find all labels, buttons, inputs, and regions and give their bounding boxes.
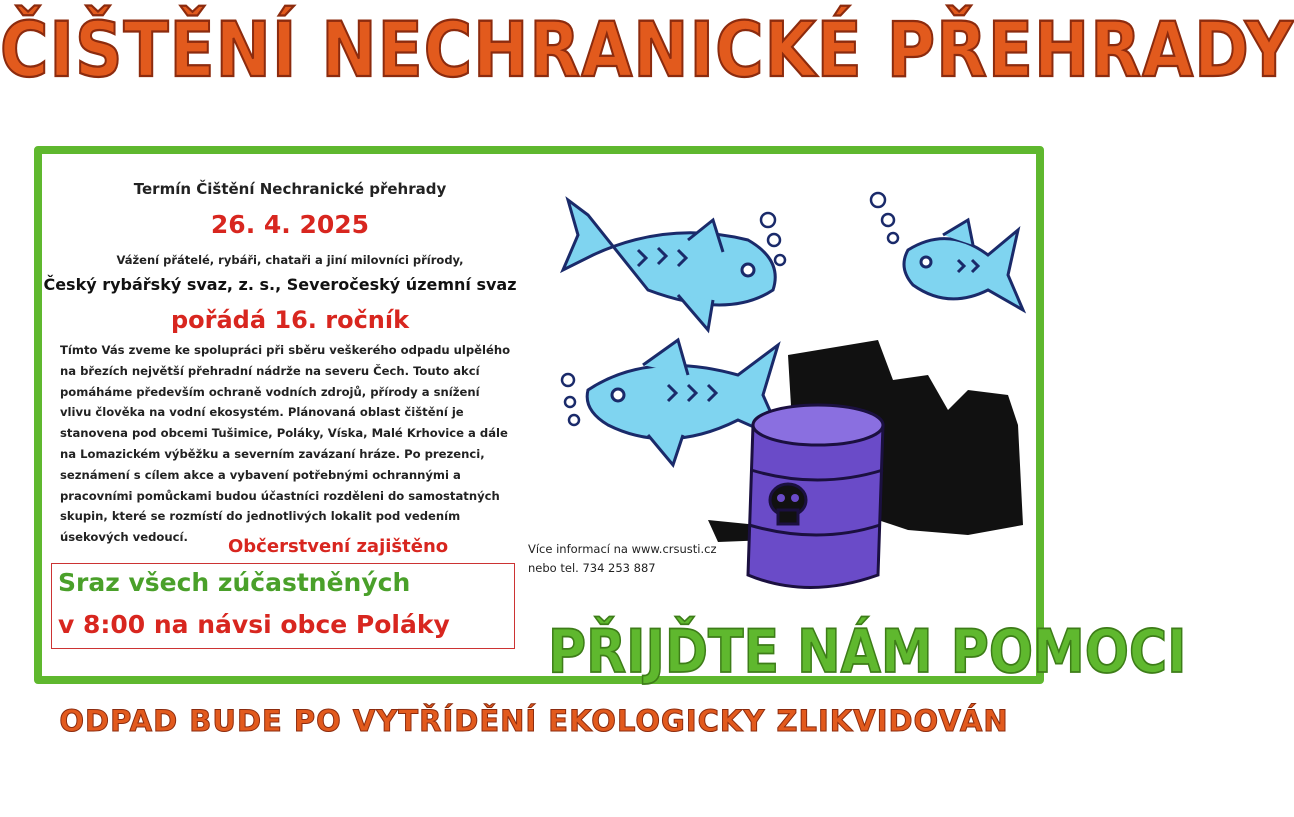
fish-icon [563,200,775,330]
organizer: Český rybářský svaz, z. s., Severočeský územní svaz [43,275,517,294]
body-line: pomáháme především ochraně vodních zdrojů, přírody a snížení [60,384,480,399]
body-line: na Lomazickém výběžku a severním zavázaní hráze. Po prezenci, [60,446,485,461]
body-line: skupin, které se rozmístí do jednotlivých lokalit pod vedením [60,509,461,524]
body-line: stanovena pod obcemi Tušimice, Poláky, Víska, Malé Krhovice a dále [60,426,508,441]
refreshments-note: Občerstvení zajištěno [228,536,449,557]
info-phone: nebo tel. 734 253 887 [528,561,656,575]
term-label: Termín Čištění Nechranické přehrady [133,180,447,198]
event-date: 26. 4. 2025 [210,210,370,239]
toxic-barrel-icon [748,405,883,588]
body-line: Tímto Vás zveme ke spolupráci při sběru veškerého odpadu ulpělého [60,343,511,357]
body-line: úsekových vedoucí. [60,530,188,545]
body-line: pracovními pomůckami budou účastníci rozděleni do samostatných [60,488,500,503]
footer-banner: ODPAD BUDE PO VYTŘÍDĚNÍ EKOLOGICKY ZLIKVIDOVÁN [59,704,1009,738]
fish-icon [904,220,1023,310]
body-line: na březích největší přehradní nádrže na severu Čech. Touto akcí [60,363,480,378]
fish-and-barrel-illustration [548,180,1038,600]
meeting-line-1: Sraz všech zúčastněných [58,568,411,597]
poster-headline: ČIŠTĚNÍ NECHRANICKÉ PŘEHRADY [0,6,1294,95]
meeting-line-2: v 8:00 na návsi obce Poláky [58,610,450,639]
edition: pořádá 16. ročník [170,306,410,334]
call-to-action: PŘIJĎTE NÁM POMOCI [548,618,1187,687]
greeting: Vážení přátelé, rybáři, chataři a jiní milovníci přírody, [116,253,464,267]
invitation-text [60,340,530,548]
info-web: Více informací na www.crsusti.cz [528,542,717,556]
body-line: vlivu člověka na vodní ekosystém. Plánovaná oblast čištění je [60,405,464,420]
body-line: seznámení s cílem akce a vybavení potřebnými ochrannými a [60,467,461,482]
